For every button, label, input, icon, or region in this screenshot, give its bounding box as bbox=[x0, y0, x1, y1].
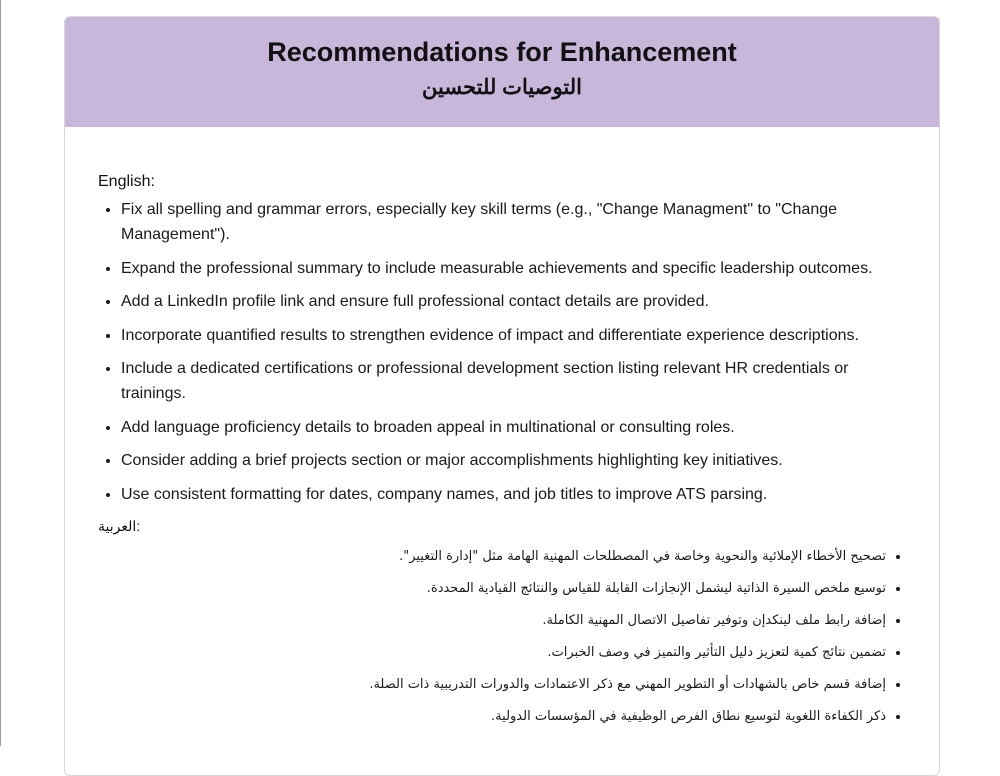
recommendations-card bbox=[64, 16, 940, 776]
list-item: • إضافة رابط ملف لينكدإن وتوفير تفاصيل الاتصال المهنية الكاملة. bbox=[98, 609, 886, 633]
list-item: • تصحيح الأخطاء الإملائية والنحوية وخاصة في المصطلحات المهنية الهامة مثل "إدارة التغيير". bbox=[98, 545, 886, 569]
arabic-recommendations-list bbox=[98, 545, 907, 729]
arabic-section bbox=[98, 515, 907, 729]
english-recommendations-list bbox=[98, 197, 907, 507]
list-item: • Fix all spelling and grammar errors, especially key skill terms (e.g., "Change Managment" to "Change Management"). bbox=[121, 197, 907, 247]
page-edge-divider bbox=[0, 0, 1, 746]
arabic-label: العربية: bbox=[98, 518, 141, 534]
list-item: • Expand the professional summary to include measurable achievements and specific leadership outcomes. bbox=[121, 256, 907, 281]
list-item: • Use consistent formatting for dates, company names, and job titles to improve ATS parsing. bbox=[121, 482, 907, 507]
list-item: • تضمين نتائج كمية لتعزيز دليل التأثير والتميز في وصف الخبرات. bbox=[98, 641, 886, 665]
list-item: • Add language proficiency details to broaden appeal in multinational or consulting roles. bbox=[121, 415, 907, 440]
list-item: • Add a LinkedIn profile link and ensure full professional contact details are provided. bbox=[121, 289, 907, 314]
list-item: • Consider adding a brief projects section or major accomplishments highlighting key initiatives. bbox=[121, 448, 907, 473]
list-item: • إضافة قسم خاص بالشهادات أو التطوير المهني مع ذكر الاعتمادات والدورات التدريبية ذات الصلة. bbox=[98, 673, 886, 697]
english-label: English: bbox=[98, 173, 155, 190]
list-item: • Incorporate quantified results to strengthen evidence of impact and differentiate experience descriptions. bbox=[121, 323, 907, 348]
title-english: Recommendations for Enhancement bbox=[267, 37, 737, 67]
list-item: • Include a dedicated certifications or professional development section listing relevant HR credentials or trainings. bbox=[121, 356, 907, 406]
card-header bbox=[65, 17, 939, 127]
title-arabic: التوصيات للتحسين bbox=[422, 76, 582, 99]
card-body bbox=[65, 127, 939, 729]
list-item: • ذكر الكفاءة اللغوية لتوسيع نطاق الفرص الوظيفية في المؤسسات الدولية. bbox=[98, 705, 886, 729]
list-item: • توسيع ملخص السيرة الذاتية ليشمل الإنجازات القابلة للقياس والنتائج القيادية المحددة. bbox=[98, 577, 886, 601]
